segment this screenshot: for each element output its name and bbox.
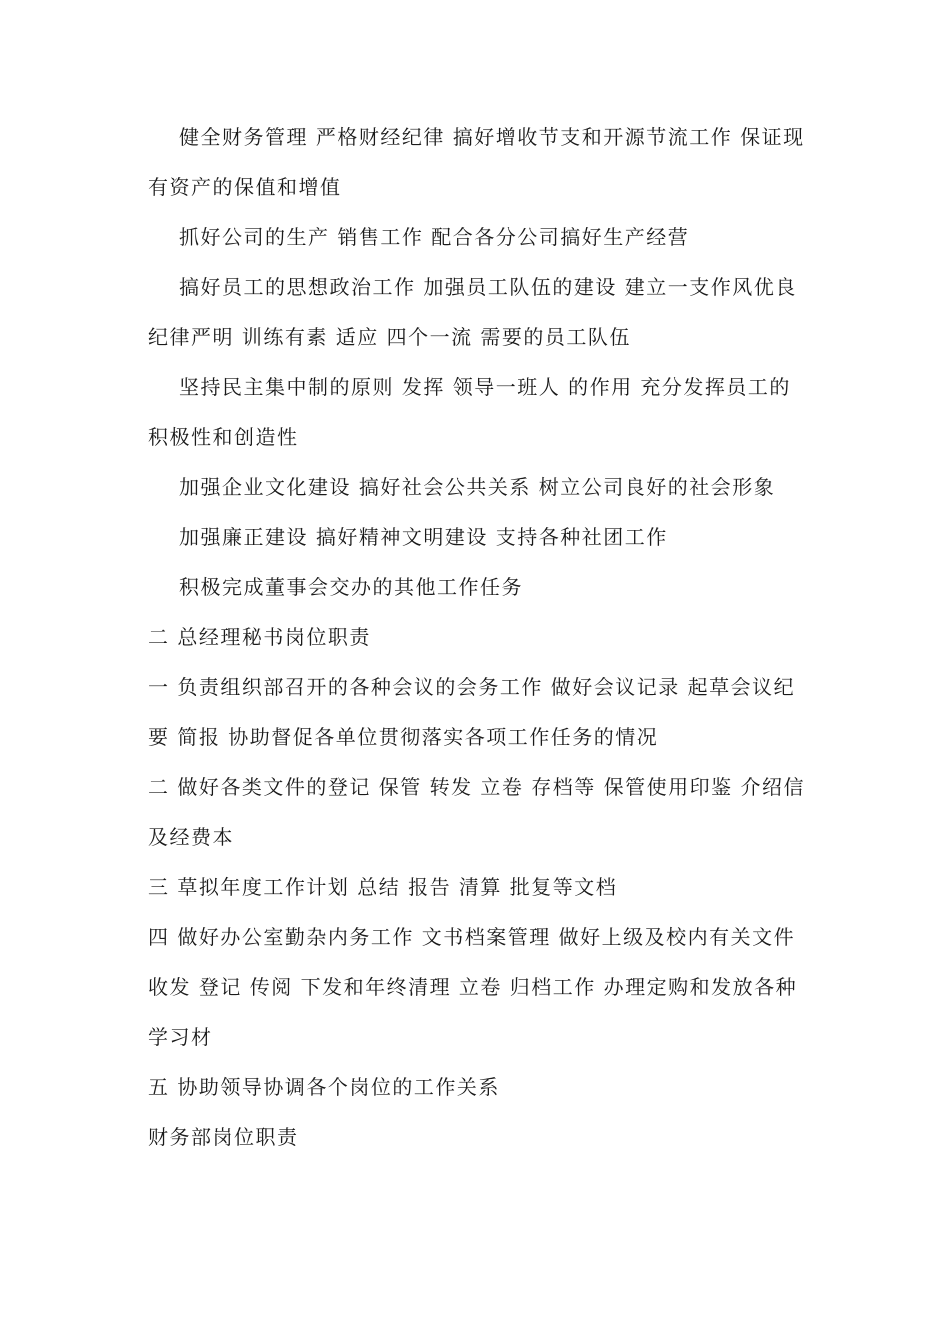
document-body	[148, 112, 808, 1162]
list-item-meetings: 一 负责组织部召开的各种会议的会务工作 做好会议记录 起草会议纪要 简报 协助督促各单位贯彻落实各项工作任务的情况	[148, 675, 796, 749]
list-item-coordination: 五 协助领导协调各个岗位的工作关系	[148, 1075, 500, 1099]
paragraph-democracy: 坚持民主集中制的原则 发挥 领导一班人 的作用 充分发挥员工的积极性和创造性	[148, 375, 791, 449]
paragraph-finance: 健全财务管理 严格财经纪律 搞好增收节支和开源节流工作 保证现有资产的保值和增值	[148, 125, 805, 199]
paragraph-board-tasks: 积极完成董事会交办的其他工作任务	[179, 575, 523, 599]
paragraph-culture: 加强企业文化建设 搞好社会公共关系 树立公司良好的社会形象	[179, 475, 776, 499]
list-item-documents: 二 做好各类文件的登记 保管 转发 立卷 存档等 保管使用印鉴 介绍信及经费本	[148, 775, 806, 849]
paragraph-integrity: 加强廉正建设 搞好精神文明建设 支持各种社团工作	[179, 525, 668, 549]
section-heading-finance-dept: 财务部岗位职责	[148, 1125, 299, 1149]
list-item-office-affairs: 四 做好办公室勤杂内务工作 文书档案管理 做好上级及校内有关文件收发 登记 传阅 下发和年终清理 立卷 归档工作 办理定购和发放各种学习材	[148, 925, 798, 1049]
paragraph-production: 抓好公司的生产 销售工作 配合各分公司搞好生产经营	[179, 225, 690, 249]
list-item-plans: 三 草拟年度工作计划 总结 报告 清算 批复等文档	[148, 875, 618, 899]
section-heading-secretary: 二 总经理秘书岗位职责	[148, 625, 371, 649]
paragraph-staff: 搞好员工的思想政治工作 加强员工队伍的建设 建立一支作风优良 纪律严明 训练有素 适应 四个一流 需要的员工队伍	[148, 275, 805, 349]
